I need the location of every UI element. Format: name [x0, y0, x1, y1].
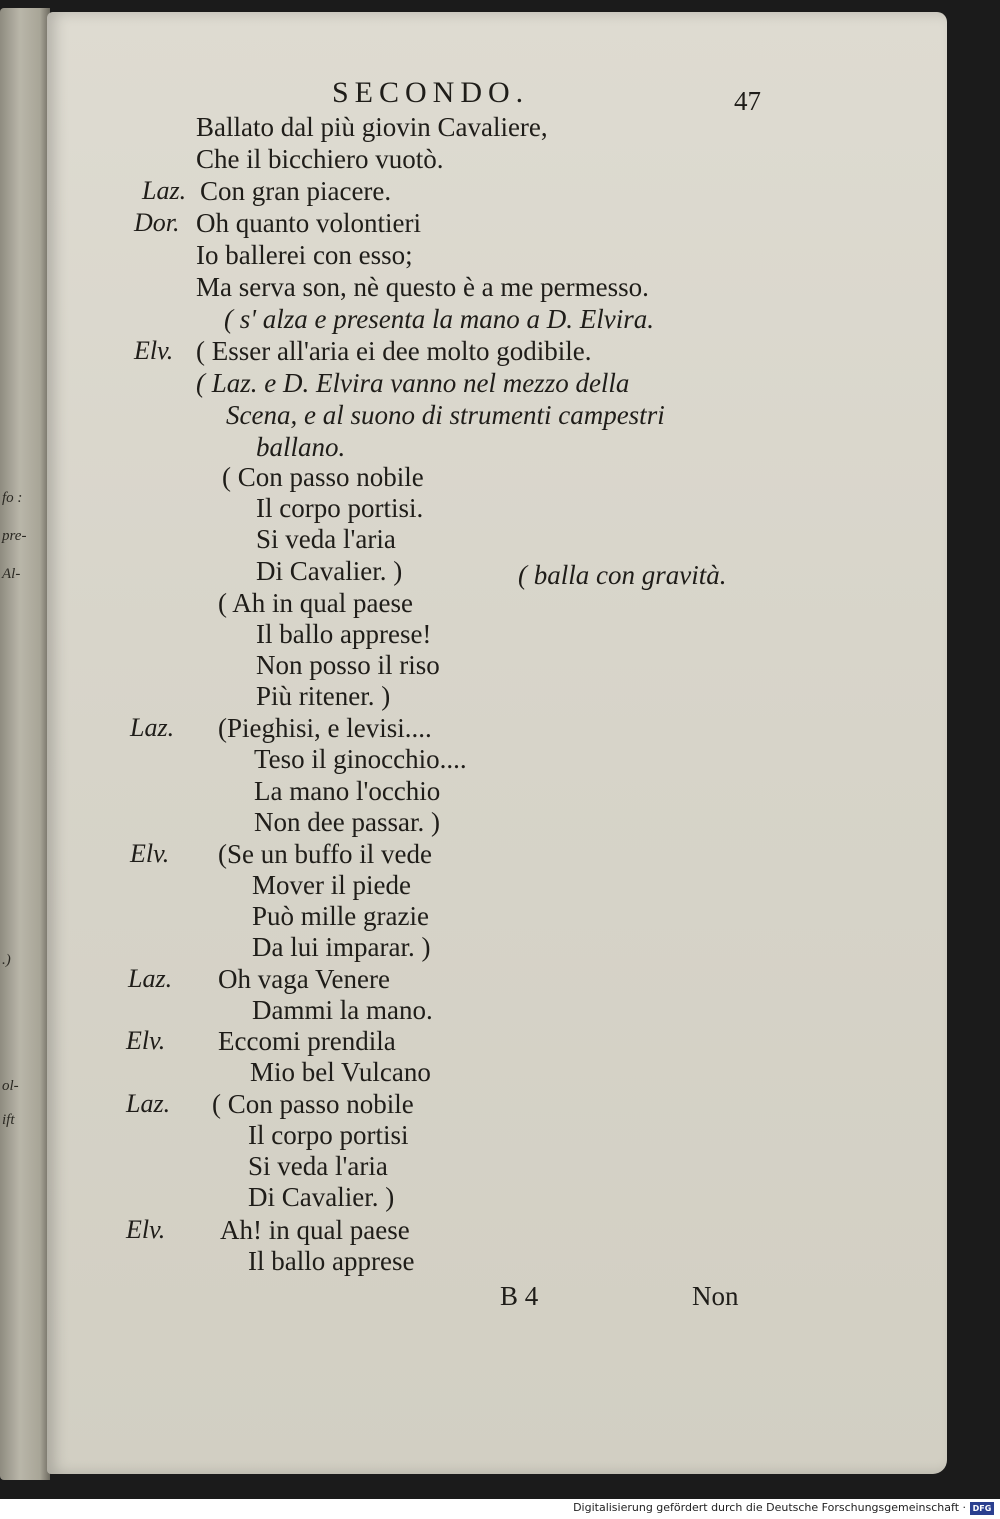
catchword: Non — [692, 1281, 739, 1311]
speaker-label: Laz. — [128, 964, 173, 993]
speaker-label: Elv. — [126, 1026, 166, 1055]
margin-fragment: ol- — [2, 1078, 19, 1094]
text-line: Il ballo apprese — [248, 1246, 415, 1276]
footer-bar — [0, 1499, 1000, 1519]
previous-page-edge — [0, 8, 50, 1480]
text-line: Di Cavalier. ) — [256, 556, 403, 586]
text-line: Può mille grazie — [252, 901, 429, 931]
speaker-label: Laz. — [130, 713, 175, 742]
stage-direction: ballano. — [256, 432, 346, 462]
signature-mark: B 4 — [500, 1281, 539, 1311]
margin-fragment: fo : — [2, 490, 23, 506]
text-line: Io ballerei con esso; — [196, 240, 413, 270]
text-line: Il corpo portisi. — [256, 493, 424, 523]
text-line: ( Ah in qual paese — [218, 588, 413, 618]
text-line: Eccomi prendila — [218, 1026, 396, 1056]
text-line: Ah! in qual paese — [220, 1215, 410, 1245]
text-line: Oh quanto volontieri — [196, 208, 421, 238]
text-line: Con gran piacere. — [200, 176, 392, 206]
margin-fragment: Al- — [2, 566, 21, 582]
speaker-label: Elv. — [134, 336, 174, 365]
text-line: Ballato dal più giovin Cavaliere, — [196, 112, 548, 142]
text-line: Il ballo apprese! — [256, 619, 432, 649]
running-head: SECONDO. — [332, 76, 530, 109]
margin-fragment: pre- — [2, 528, 27, 544]
text-line: ( Esser all'aria ei dee molto godibile. — [196, 336, 592, 366]
text-line: Mover il piede — [252, 870, 411, 900]
text-line: Da lui imparar. ) — [252, 932, 431, 962]
text-line: ( Con passo nobile — [212, 1089, 414, 1119]
stage-direction: Scena, e al suono di strumenti campestri — [226, 400, 665, 430]
margin-fragment: .) — [2, 952, 11, 968]
book-page — [47, 12, 947, 1474]
speaker-label: Laz. — [142, 176, 187, 205]
text-line: Mio bel Vulcano — [250, 1057, 431, 1087]
dfg-logo-icon: DFG — [970, 1502, 994, 1515]
text-line: ( Con passo nobile — [222, 462, 424, 492]
text-line: (Se un buffo il vede — [218, 839, 432, 869]
speaker-label: Dor. — [134, 208, 180, 237]
stage-direction: ( Laz. e D. Elvira vanno nel mezzo della — [196, 368, 630, 398]
page-number: 47 — [734, 86, 761, 116]
speaker-label: Laz. — [126, 1089, 171, 1118]
text-line: Il corpo portisi — [248, 1120, 409, 1150]
margin-fragment: ift — [2, 1112, 15, 1128]
speaker-label: Elv. — [126, 1215, 166, 1244]
text-line: Non dee passar. ) — [254, 807, 440, 837]
text-line: Che il bicchiero vuotò. — [196, 144, 444, 174]
text-line: Di Cavalier. ) — [248, 1182, 395, 1212]
speaker-label: Elv. — [130, 839, 170, 868]
text-line: Oh vaga Venere — [218, 964, 390, 994]
text-line: Non posso il riso — [256, 650, 440, 680]
text-line: (Pieghisi, e levisi.... — [218, 713, 432, 743]
text-line: Teso il ginocchio.... — [254, 744, 467, 774]
text-line: Ma serva son, nè questo è a me permesso. — [196, 272, 649, 302]
text-line: Dammi la mano. — [252, 995, 433, 1025]
text-line: Si veda l'aria — [248, 1151, 388, 1181]
text-line: Più ritener. ) — [256, 681, 391, 711]
text-line: Si veda l'aria — [256, 524, 396, 554]
stage-direction: ( s' alza e presenta la mano a D. Elvira. — [224, 304, 654, 334]
text-line: La mano l'occhio — [254, 776, 441, 806]
stage-direction: ( balla con gravità. — [518, 560, 727, 590]
funding-credit: Digitalisierung gefördert durch die Deutsche Forschungsgemeinschaft · — [573, 1501, 966, 1514]
